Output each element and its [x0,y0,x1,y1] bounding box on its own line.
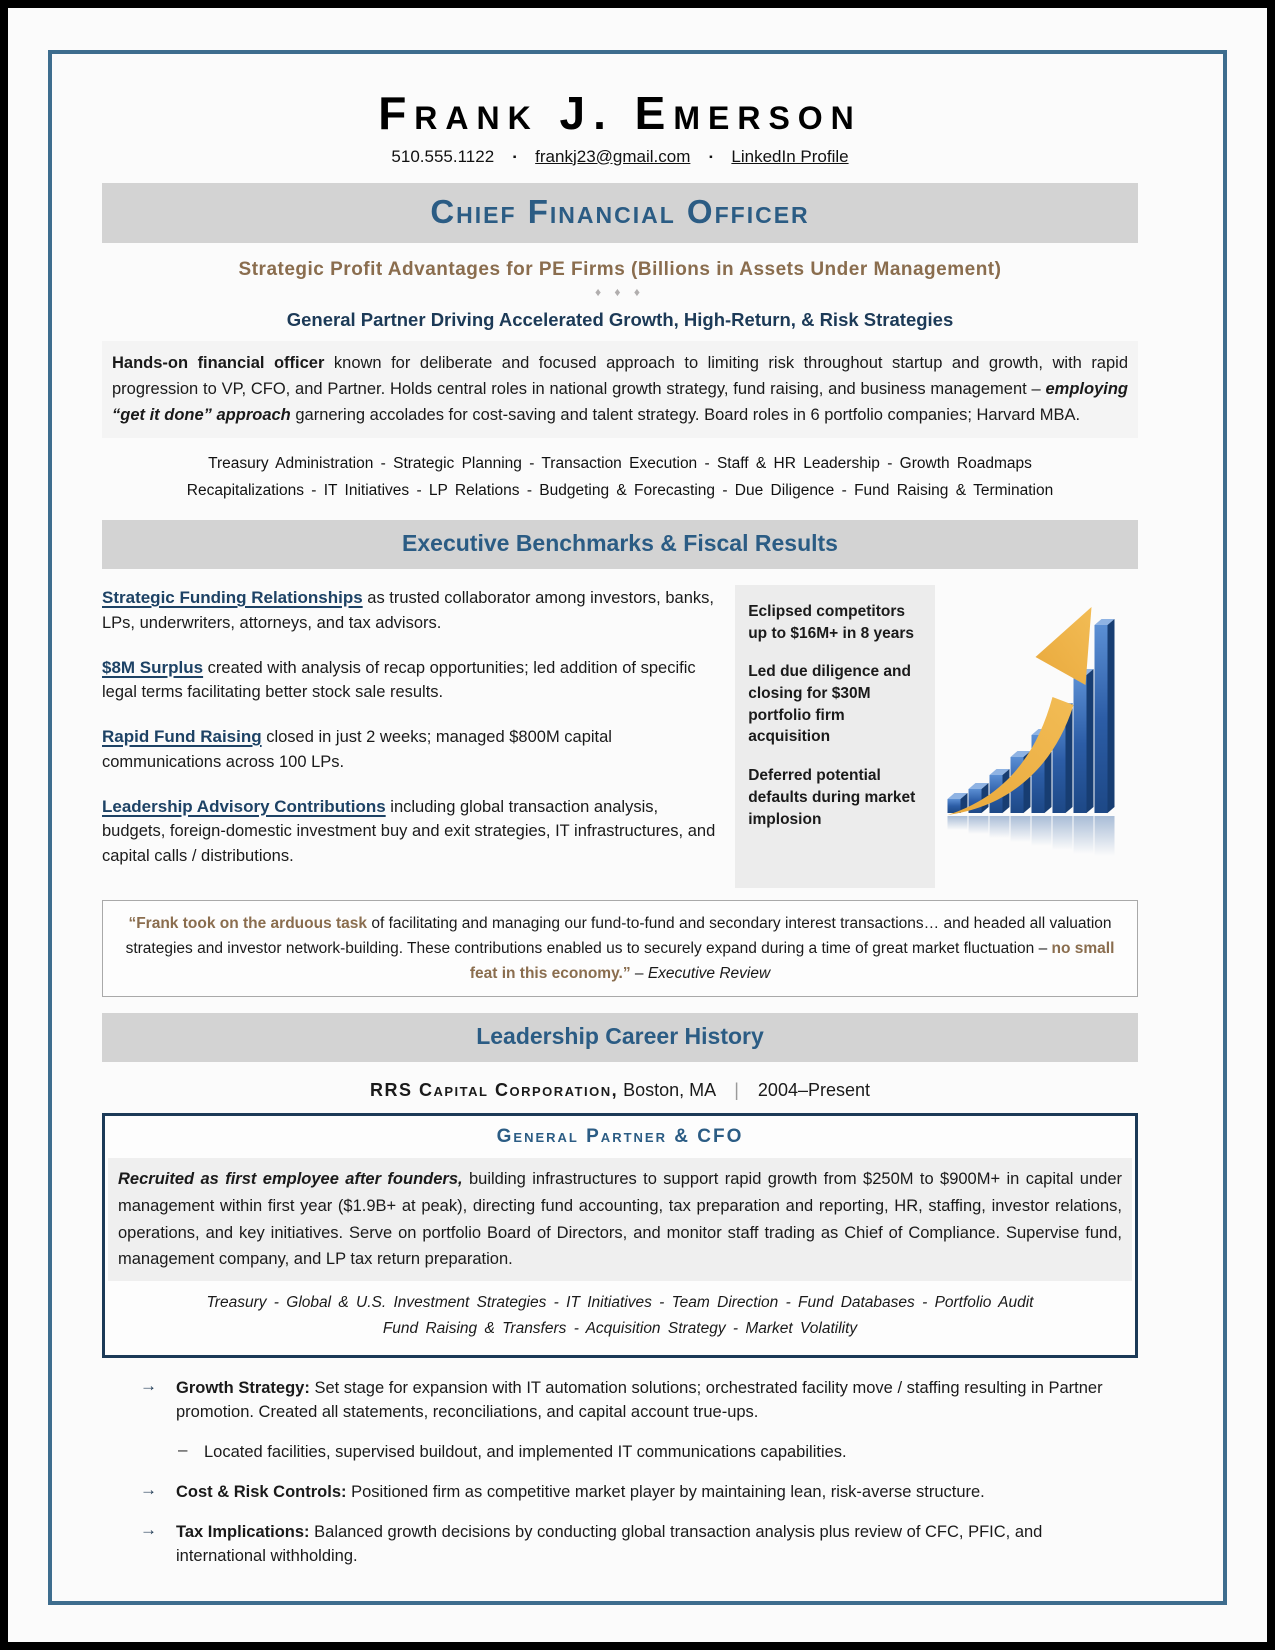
email-link[interactable]: frankj23@gmail.com [535,146,691,166]
square-separator-icon: ▪ [709,151,713,163]
quote-body: of facilitating and managing our fund-to-fund and secondary interest transactions… and headed all valuation strategies and investor network-building. These contributions enabled us to securely expand during a time of great market fluctuation – [125,914,1112,957]
benchmark-text: including global transaction analysis, budgets, foreign-domestic investment buy and exit strategies, IT infrastructures, and capital calls / distributions. [102,797,716,866]
bullet-body: Positioned firm as competitive market player by maintaining lean, risk-averse structure. [346,1482,985,1501]
bullet-text [176,1480,1110,1505]
summary-body-2: garnering accolades for cost-saving and talent strategy. Board roles in 6 portfolio companies; Harvard MBA. [290,406,1081,425]
benchmark-text: created with analysis of recap opportunities; led addition of specific legal terms facilitating better stock sale results. [102,658,696,702]
pipe-divider: | [734,1080,739,1101]
benchmark-item [102,724,719,775]
benchmark-item [102,655,719,706]
summary-emphasis: employing “get it done” approach [112,379,1128,425]
contact-line [102,147,1138,167]
bullet-lead: Tax Implications: [176,1522,310,1541]
benchmark-lead: Leadership Advisory Contributions [102,796,386,816]
role-summary-lead: Recruited as first employee after founders, [118,1170,463,1189]
job-title: Chief Financial Officer [430,192,810,230]
benchmarks-section [102,585,1138,888]
company-name: RRS Capital Corporation, [369,1080,619,1101]
arrow-bullet-icon: → [140,1519,157,1539]
diamond-divider-icon: ♦ ♦ ♦ [594,284,646,299]
testimonial-quote [102,900,1138,997]
career-banner-title: Leadership Career History [476,1023,764,1050]
highlights-box [735,585,935,888]
quote-emphasis: no small feat in this economy.” [469,939,1115,982]
bullet-text [176,1376,1110,1426]
quote-lead: “Frank took on the arduous task [128,914,368,932]
title-banner [102,183,1138,243]
growth-bars-arrow-icon [943,585,1138,857]
highlight-item: Led due diligence and closing for $30M portfolio firm acquisition [748,663,911,746]
quote-dash: – [630,964,648,982]
subheading: General Partner Driving Accelerated Growth, High-Return, & Risk Strategies [286,308,954,330]
role-keyword-list [105,1281,1135,1355]
sub-bullet-item [134,1440,1110,1465]
keyword-line-1: Treasury Administration - Strategic Planning - Transaction Execution - Staff & HR Leadership - Growth Roadmaps [208,454,1032,472]
highlight-item: Deferred potential defaults during market implosion [748,767,916,828]
benchmark-item [102,794,719,869]
tagline: Strategic Profit Advantages for PE Firms (Billions in Assets Under Management) [238,258,1002,280]
achievement-bullets [102,1376,1138,1570]
benchmarks-list [102,585,719,888]
benchmark-text: as trusted collaborator among investors, banks, LPs, underwriters, attorneys, and tax advisors. [102,589,714,632]
summary-lead: Hands-on financial officer [112,353,325,372]
role-title: General Partner & CFO [496,1126,744,1148]
role-summary [108,1158,1132,1281]
career-banner [102,1013,1138,1062]
benchmark-item [102,585,719,636]
resume-content [57,54,1183,1584]
dash-bullet-icon: – [178,1440,188,1460]
candidate-name: Frank J. Emerson [378,87,862,139]
benchmark-text: closed in just 2 weeks; managed $800M capital communications across 100 LPs. [102,728,612,771]
arrow-bullet-icon: → [140,1479,157,1499]
bullet-body: Set stage for expansion with IT automation solutions; orchestrated facility move / staffing resulting in Partner promotion. Created all statements, reconciliations, and capital account true-ups. [176,1378,1103,1422]
benchmark-lead: $8M Surplus [102,657,204,677]
phone-number: 510.555.1122 [391,146,495,166]
keyword-list [102,450,1138,504]
summary-body-1: known for deliberate and focused approach to limiting risk throughout startup and growth, with rapid progression to VP, CFO, and Partner. Holds central roles in national growth strategy, fund raising, and business management – [112,353,1129,398]
keyword-line-2: Recapitalizations - IT Initiatives - LP Relations - Budgeting & Forecasting - Due Diligence - Fund Raising & Termination [186,481,1054,499]
role-box [102,1113,1138,1358]
employment-dates: 2004–Present [757,1080,871,1101]
professional-summary [102,341,1138,438]
bullet-text [176,1520,1110,1570]
quote-attribution: Executive Review [647,964,771,982]
arrow-bullet-icon: → [140,1375,157,1395]
bullet-item [134,1520,1110,1570]
benchmarks-banner-title: Executive Benchmarks & Fiscal Results [402,530,838,557]
benchmark-lead: Strategic Funding Relationships [102,588,363,608]
growth-chart-graphic [943,585,1138,888]
benchmark-lead: Rapid Fund Raising [102,727,262,747]
role-summary-body: building infrastructures to support rapid growth from $250M to $900M+ in capital under management within first year ($1.9B+ at peak), directing fund accounting, tax preparation and reporting, HR, staffing, investor relations, operations, and key initiatives. Serve on portfolio Board of Directors, and monitor staff trading as Chief of Compliance. Supervise fund, management company, and LP tax return preparation. [118,1170,1122,1269]
linkedin-link[interactable]: LinkedIn Profile [731,146,849,166]
company-line [102,1080,1138,1101]
bullet-item [134,1376,1110,1426]
role-keyword-line-1: Treasury - Global & U.S. Investment Strategies - IT Initiatives - Team Direction - Fund Databases - Portfolio Audit [206,1293,1034,1311]
role-keyword-line-2: Fund Raising & Transfers - Acquisition Strategy - Market Volatility [382,1320,858,1338]
sub-bullet-text: Located facilities, supervised buildout, and implemented IT communications capabilities. [204,1443,847,1462]
bullet-item [134,1480,1110,1505]
bullet-body: Balanced growth decisions by conducting global transaction analysis plus review of CFC, PFIC, and international withholding. [176,1522,1043,1566]
square-separator-icon: ▪ [512,151,517,163]
bullet-lead: Cost & Risk Controls: [176,1482,347,1501]
benchmarks-banner [102,520,1138,569]
highlight-item: Eclipsed competitors up to $16M+ in 8 years [748,603,915,642]
company-location: Boston, MA [623,1080,716,1101]
bullet-lead: Growth Strategy: [176,1378,310,1397]
quote-text [119,911,1121,986]
